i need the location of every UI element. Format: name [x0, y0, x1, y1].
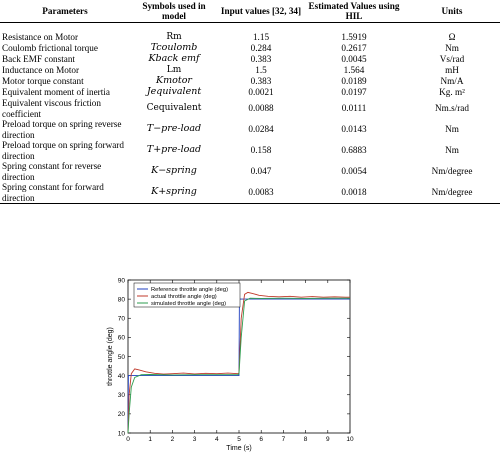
unit-cell: Nm.s/rad — [435, 103, 469, 114]
unit-cell: Nm — [445, 145, 459, 156]
table-row — [0, 76, 500, 87]
unit-cell: Ω — [448, 32, 456, 43]
parameter-cell: Equivalent viscous friction coefficient — [2, 98, 101, 119]
header-units: Units — [441, 5, 463, 16]
symbol-cell: Rm — [166, 32, 182, 43]
symbol-cell: T+pre-load — [146, 144, 202, 156]
x-tick-label: 9 — [325, 436, 330, 443]
symbol-cell: K−spring — [151, 165, 197, 177]
table-row — [0, 43, 500, 54]
symbol-cell: Lm — [166, 65, 182, 76]
input-value-cell: 0.0021 — [248, 87, 274, 98]
x-tick-label: 7 — [281, 436, 286, 443]
unit-cell: Vs/rad — [439, 54, 465, 65]
x-tick-label: 6 — [259, 436, 264, 443]
unit-cell: Nm/degree — [431, 166, 473, 177]
parameters-table — [0, 0, 500, 204]
table-row — [0, 54, 500, 65]
symbol-cell: Jequivalent — [146, 86, 202, 98]
estimated-value-cell: 0.0143 — [341, 124, 367, 135]
symbol-cell: T−pre-load — [146, 123, 202, 135]
unit-cell: Kg. m² — [439, 87, 465, 98]
table-row — [0, 161, 500, 182]
estimated-value-cell: 0.0111 — [341, 103, 367, 114]
legend-label: simulated throttle angle (deg) — [151, 301, 227, 307]
y-tick-label: 60 — [117, 334, 125, 342]
y-tick-label: 90 — [117, 277, 125, 285]
input-value-cell: 1.15 — [252, 32, 270, 43]
parameter-cell: Motor torque constant — [2, 76, 84, 87]
parameter-cell: Inductance on Motor — [2, 65, 80, 76]
input-value-cell: 0.383 — [250, 76, 272, 87]
parameter-cell: Preload torque on spring reverse direction — [2, 119, 122, 140]
chart-canvas — [98, 272, 360, 460]
y-tick-label: 50 — [117, 353, 125, 361]
parameter-cell: Back EMF constant — [2, 54, 75, 65]
estimated-value-cell: 0.0018 — [341, 187, 367, 198]
input-value-cell: 0.047 — [250, 166, 272, 177]
estimated-value-cell: 1.564 — [343, 65, 365, 76]
header-estimated-values: Estimated Values using HIL — [308, 0, 400, 21]
unit-cell: Nm/degree — [431, 187, 473, 198]
symbol-cell: Tcoulomb — [150, 42, 198, 54]
input-value-cell: 0.0284 — [248, 124, 274, 135]
estimated-value-cell: 0.0189 — [341, 76, 367, 87]
table-row — [0, 98, 500, 119]
estimated-value-cell: 0.2617 — [341, 43, 367, 54]
symbol-cell: K+spring — [151, 186, 197, 198]
unit-cell: Nm — [445, 124, 459, 135]
parameter-cell: Preload torque on spring forward direction — [2, 140, 124, 161]
table-row — [0, 87, 500, 98]
estimated-value-cell: 0.6883 — [341, 145, 367, 156]
y-tick-label: 20 — [117, 411, 125, 419]
table-row — [0, 182, 500, 204]
estimated-value-cell: 0.0045 — [341, 54, 367, 65]
header-symbols: Symbols used in model — [142, 0, 206, 21]
symbol-cell: Kback emf — [148, 53, 200, 65]
input-value-cell: 0.158 — [250, 145, 272, 156]
table-row — [0, 140, 500, 161]
estimated-value-cell: 0.0054 — [341, 166, 367, 177]
x-tick-label: 2 — [170, 436, 175, 443]
x-tick-label: 1 — [148, 436, 153, 443]
unit-cell: Nm/A — [440, 76, 464, 87]
estimated-value-cell: 0.0197 — [341, 87, 367, 98]
table-row — [0, 32, 500, 43]
table-row — [0, 119, 500, 140]
input-value-cell: 0.284 — [250, 43, 272, 54]
x-tick-label: 5 — [237, 436, 241, 443]
parameter-cell: Equivalent moment of inertia — [2, 87, 110, 98]
x-tick-label: 10 — [346, 436, 354, 443]
estimated-value-cell: 1.5919 — [341, 32, 367, 43]
parameter-cell: Coulomb frictional torque — [2, 43, 98, 54]
unit-cell: mH — [445, 65, 459, 76]
x-tick-label: 8 — [303, 436, 308, 443]
input-value-cell: 0.0088 — [248, 103, 274, 114]
parameter-cell: Spring constant for forward direction — [2, 182, 104, 203]
y-tick-label: 80 — [117, 296, 125, 304]
header-input-values: Input values [32, 34] — [220, 5, 302, 16]
legend-label: Reference throttle angle (deg) — [151, 287, 229, 293]
y-axis-label: throttle angle (deg) — [107, 327, 114, 386]
symbol-cell: Cequivalent — [146, 103, 202, 114]
x-tick-label: 0 — [126, 436, 130, 443]
input-value-cell: 0.0083 — [248, 187, 274, 198]
table-row — [0, 65, 500, 76]
x-tick-label: 4 — [214, 436, 219, 443]
parameter-cell: Spring constant for reverse direction — [2, 161, 102, 182]
throttle-angle-chart — [98, 272, 360, 460]
table-header-row — [0, 0, 500, 23]
y-tick-label: 70 — [117, 315, 125, 323]
legend-label: actual throttle angle (deg) — [151, 294, 217, 300]
x-tick-label: 3 — [192, 436, 197, 443]
y-tick-label: 40 — [117, 372, 125, 380]
input-value-cell: 1.5 — [255, 65, 267, 76]
header-parameters: Parameters — [42, 5, 88, 16]
y-tick-label: 30 — [117, 392, 125, 400]
y-tick-label: 10 — [117, 430, 125, 438]
unit-cell: Nm — [445, 43, 459, 54]
x-axis-label: Time (s) — [226, 445, 252, 452]
spacer-row — [0, 23, 500, 33]
symbol-cell: Kmotor — [156, 75, 192, 87]
input-value-cell: 0.383 — [250, 54, 272, 65]
parameter-cell: Resistance on Motor — [2, 32, 79, 43]
